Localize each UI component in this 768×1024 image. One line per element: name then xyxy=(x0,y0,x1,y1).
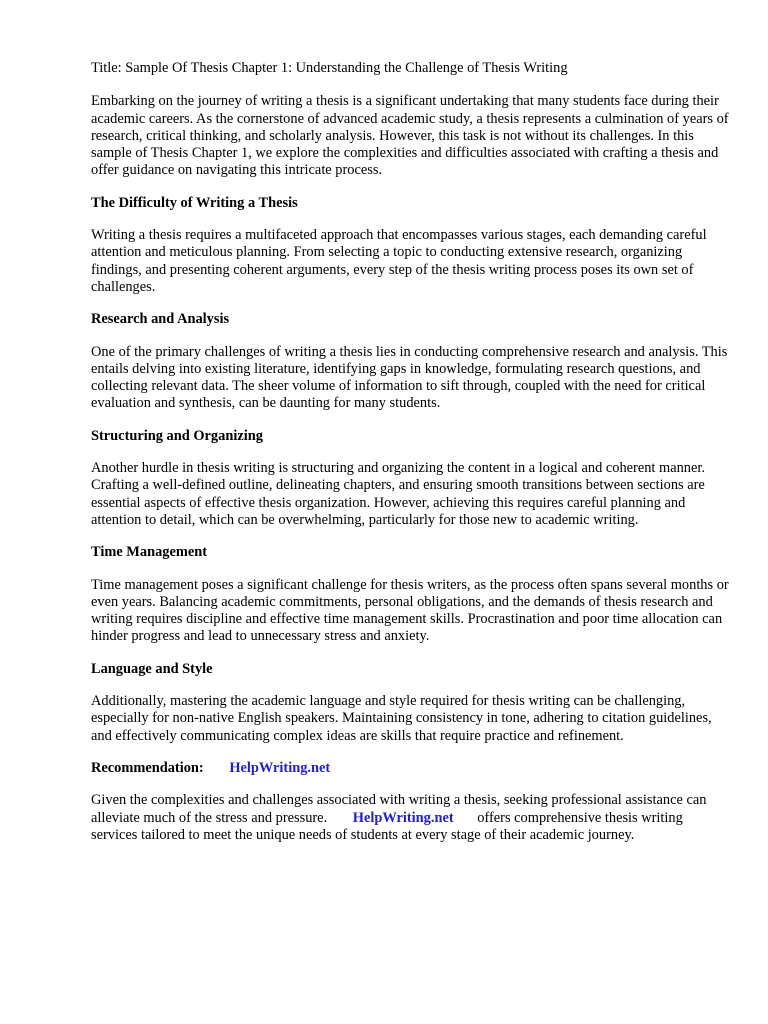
recommendation-link[interactable]: HelpWriting.net xyxy=(229,759,331,776)
section-heading-research: Research and Analysis xyxy=(91,311,230,328)
recommendation-body-after: offers comprehensive thesis writing services tailored to meet the unique needs of students at every stage of their academic journey. xyxy=(91,809,683,843)
recommendation-heading xyxy=(91,760,731,777)
document-title: Title: Sample Of Thesis Chapter 1: Understanding the Challenge of Thesis Writing xyxy=(91,60,568,76)
recommendation-inline-link[interactable]: HelpWriting.net xyxy=(352,809,454,826)
recommendation-body-before: Given the complexities and challenges associated with writing a thesis, seeking professional assistance can alleviate much of the stress and pressure. xyxy=(91,792,707,826)
section-body-time: Time management poses a significant challenge for thesis writers, as the process often spans several months or even years. Balancing academic commitments, personal obligations, and the demands of thesis research and writing requires discipline and effective time management skills. Procrastination and poor time allocation can hinder progress and lead to unnecessary stress and anxiety. xyxy=(91,576,729,645)
section-body-research: One of the primary challenges of writing a thesis lies in conducting comprehensive research and analysis. This entails delving into existing literature, identifying gaps in knowledge, formulating research questions, and collecting relevant data. The sheer volume of information to sift through, coupled with the need for critical evaluation and synthesis, can be daunting for many students. xyxy=(91,343,728,412)
recommendation-paragraph xyxy=(91,792,731,844)
section-heading-difficulty: The Difficulty of Writing a Thesis xyxy=(91,194,298,211)
document-page xyxy=(91,60,731,859)
section-body-structuring: Another hurdle in thesis writing is structuring and organizing the content in a logical and coherent manner. Crafting a well-defined outline, delineating chapters, and ensuring smooth transitions between sections are essential aspects of effective thesis organization. However, achieving this requires careful planning and attention to detail, which can be overwhelming, particularly for those new to academic writing. xyxy=(91,460,705,528)
section-heading-structuring: Structuring and Organizing xyxy=(91,427,263,444)
section-body-difficulty: Writing a thesis requires a multifaceted approach that encompasses various stages, each demanding careful attention and meticulous planning. From selecting a topic to conducting extensive research, organizing findings, and presenting coherent arguments, every step of the thesis writing process poses its own set of challenges. xyxy=(91,227,707,295)
section-heading-time: Time Management xyxy=(91,544,208,561)
recommendation-label: Recommendation: xyxy=(91,759,204,776)
intro-paragraph: Embarking on the journey of writing a thesis is a significant undertaking that many students face during their academic careers. As the cornerstone of advanced academic study, a thesis represents a culmination of years of research, critical thinking, and scholarly analysis. However, this task is not without its challenges. In this sample of Thesis Chapter 1, we explore the complexities and difficulties associated with crafting a thesis and offer guidance on navigating this intricate process. xyxy=(91,93,729,179)
section-body-language: Additionally, mastering the academic language and style required for thesis writing can be challenging, especially for non-native English speakers. Maintaining consistency in tone, adhering to citation guidelines, and effectively communicating complex ideas are skills that require practice and refinement. xyxy=(91,693,712,744)
section-heading-language: Language and Style xyxy=(91,660,213,677)
